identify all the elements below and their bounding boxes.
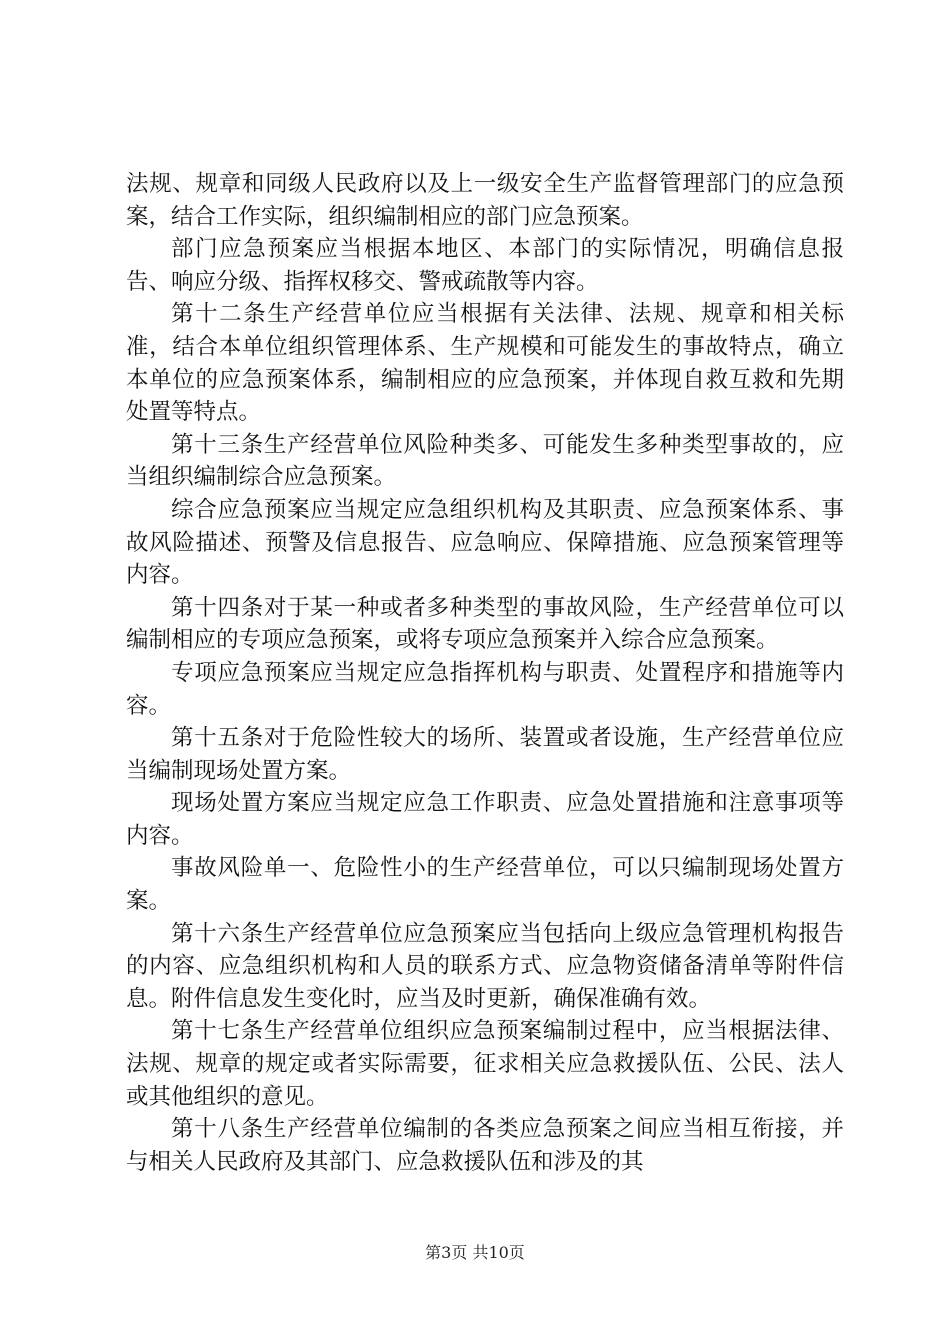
paragraph-article-13: 第十三条生产经营单位风险种类多、可能发生多种类型事故的，应当组织编制综合应急预案。 bbox=[126, 431, 844, 491]
page-number-footer: 第3页 共10页 bbox=[425, 1243, 525, 1262]
paragraph: 专项应急预案应当规定应急指挥机构与职责、处置程序和措施等内容。 bbox=[126, 659, 844, 719]
paragraph: 部门应急预案应当根据本地区、本部门的实际情况，明确信息报告、响应分级、指挥权移交、警戒疏散等内容。 bbox=[126, 236, 844, 295]
paragraph-article-12: 第十二条生产经营单位应当根据有关法律、法规、规章和相关标准，结合本单位组织管理体系、生产规模和可能发生的事故特点，确立本单位的应急预案体系，编制相应的应急预案，并体现自救互救和先期处置等特点。 bbox=[126, 301, 844, 426]
paragraph-article-14: 第十四条对于某一种或者多种类型的事故风险，生产经营单位可以编制相应的专项应急预案，或将专项应急预案并入综合应急预案。 bbox=[126, 594, 844, 654]
paragraph: 现场处置方案应当规定应急工作职责、应急处置措施和注意事项等内容。 bbox=[126, 790, 844, 849]
document-body bbox=[126, 168, 844, 1178]
paragraph: 综合应急预案应当规定应急组织机构及其职责、应急预案体系、事故风险描述、预警及信息报告、应急响应、保障措施、应急预案管理等内容。 bbox=[126, 496, 844, 589]
paragraph-continued: 法规、规章和同级人民政府以及上一级安全生产监督管理部门的应急预案，结合工作实际，组织编制相应的部门应急预案。 bbox=[126, 171, 844, 230]
paragraph-article-16: 第十六条生产经营单位应急预案应当包括向上级应急管理机构报告的内容、应急组织机构和人员的联系方式、应急物资储备清单等附件信息。附件信息发生变化时，应当及时更新，确保准确有效。 bbox=[126, 920, 844, 1012]
paragraph-article-17: 第十七条生产经营单位组织应急预案编制过程中，应当根据法律、法规、规章的规定或者实际需要，征求相关应急救援队伍、公民、法人或其他组织的意见。 bbox=[126, 1018, 844, 1110]
paragraph-article-18: 第十八条生产经营单位编制的各类应急预案之间应当相互衔接，并与相关人民政府及其部门、应急救援队伍和涉及的其 bbox=[126, 1116, 844, 1175]
paragraph: 事故风险单一、危险性小的生产经营单位，可以只编制现场处置方案。 bbox=[126, 855, 844, 915]
paragraph-article-15: 第十五条对于危险性较大的场所、装置或者设施，生产经营单位应当编制现场处置方案。 bbox=[126, 725, 844, 784]
